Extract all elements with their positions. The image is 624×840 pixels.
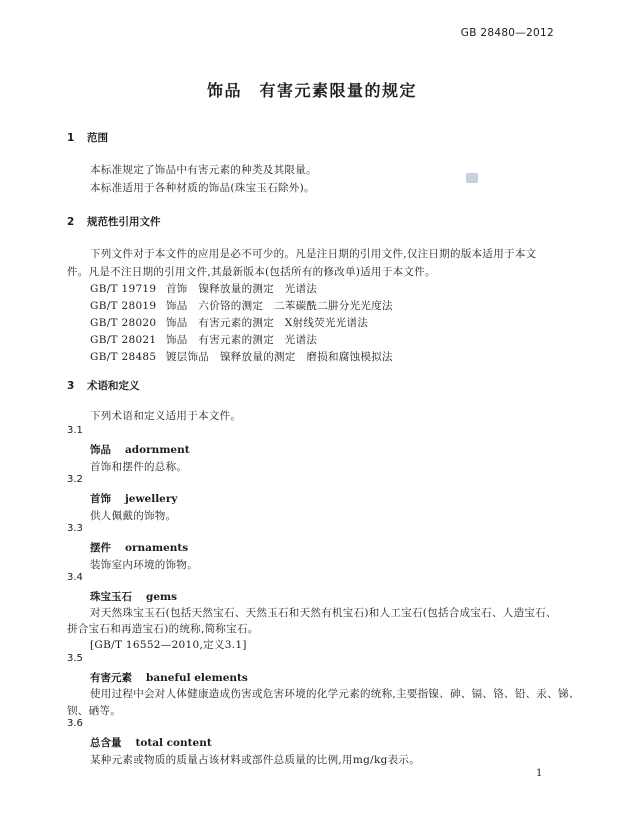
term-number: 3.1 <box>67 425 83 436</box>
term-name-zh: 摆件 <box>90 542 111 554</box>
term-name-zh: 首饰 <box>90 493 111 505</box>
standard-number: GB 28480—2012 <box>460 27 554 39</box>
page-title: 饰品 有害元素限量的规定 <box>206 81 417 100</box>
reference-item <box>90 298 393 313</box>
term-number: 3.6 <box>67 718 83 729</box>
reference-title: 饰品 有害元素的测定 光谱法 <box>166 334 318 346</box>
reference-code: GB/T 19719 <box>90 283 157 295</box>
reference-code: GB/T 28485 <box>90 351 157 363</box>
term-number: 3.5 <box>67 653 83 664</box>
reference-item <box>90 332 317 347</box>
term-name-en: adornment <box>125 444 190 456</box>
term-definition: 对天然珠宝玉石(包括天然宝石、天然玉石和天然有机宝石)和人工宝石(包括合成宝石、人造宝石、 <box>90 607 557 619</box>
term-name-zh: 饰品 <box>90 444 111 456</box>
paragraph: 下列术语和定义适用于本文件。 <box>90 410 242 422</box>
section-title: 术语和定义 <box>87 380 140 392</box>
reference-item <box>90 315 368 330</box>
term-heading <box>90 442 190 457</box>
page-number: 1 <box>536 768 543 779</box>
reference-item <box>90 281 317 296</box>
term-heading <box>90 589 177 604</box>
paragraph: 件。凡是不注日期的引用文件,其最新版本(包括所有的修改单)适用于本文件。 <box>67 266 436 278</box>
section-number: 1 <box>67 132 75 144</box>
section-number: 3 <box>67 380 75 392</box>
term-number: 3.2 <box>67 474 83 485</box>
reference-title: 饰品 有害元素的测定 X射线荧光光谱法 <box>166 317 369 329</box>
term-heading <box>90 540 188 555</box>
term-heading <box>90 670 248 685</box>
term-name-en: ornaments <box>125 542 189 554</box>
paragraph: 本标准适用于各种材质的饰品(珠宝玉石除外)。 <box>90 182 315 194</box>
paragraph: 本标准规定了饰品中有害元素的种类及其限量。 <box>90 164 317 176</box>
section-heading-normative-references <box>67 214 161 229</box>
term-definition: 使用过程中会对人体健康造成伤害或危害环境的化学元素的统称,主要指镍、砷、镉、铬、铅、汞、锑、 <box>90 688 580 700</box>
term-definition: 装饰室内环境的饰物。 <box>90 559 198 571</box>
term-number: 3.3 <box>67 523 83 534</box>
term-definition: 拼合宝石和再造宝石)的统称,简称宝石。 <box>67 623 259 635</box>
reference-code: GB/T 28019 <box>90 300 157 312</box>
section-title: 范围 <box>87 132 108 144</box>
term-name-en: total content <box>135 737 212 749</box>
reference-title: 首饰 镍释放量的测定 光谱法 <box>166 283 318 295</box>
reference-code: GB/T 28020 <box>90 317 157 329</box>
reference-title: 镀层饰品 镍释放量的测定 磨损和腐蚀模拟法 <box>166 351 393 363</box>
term-definition: 首饰和摆件的总称。 <box>90 461 188 473</box>
term-name-en: baneful elements <box>146 672 248 684</box>
term-name-zh: 有害元素 <box>90 672 132 684</box>
term-heading <box>90 735 212 750</box>
term-definition: 供人佩戴的饰物。 <box>90 510 177 522</box>
reference-code: GB/T 28021 <box>90 334 157 346</box>
reference-item <box>90 349 393 364</box>
term-name-en: jewellery <box>125 493 178 505</box>
term-source: [GB/T 16552—2010,定义3.1] <box>90 639 247 651</box>
term-heading <box>90 491 178 506</box>
term-name-zh: 珠宝玉石 <box>90 591 132 603</box>
stamp-mark <box>466 173 478 183</box>
section-heading-terms-definitions <box>67 378 140 393</box>
section-number: 2 <box>67 216 75 228</box>
term-name-en: gems <box>146 591 178 603</box>
term-definition: 钡、硒等。 <box>67 705 121 717</box>
section-heading-scope <box>67 130 108 145</box>
term-definition: 某种元素或物质的质量占该材料或部件总质量的比例,用mg/kg表示。 <box>90 754 421 766</box>
term-number: 3.4 <box>67 572 83 583</box>
section-title: 规范性引用文件 <box>87 216 161 228</box>
reference-title: 饰品 六价铬的测定 二苯碳酰二肼分光光度法 <box>166 300 393 312</box>
paragraph: 下列文件对于本文件的应用是必不可少的。凡是注日期的引用文件,仅注日期的版本适用于本文 <box>90 248 537 260</box>
term-name-zh: 总含量 <box>90 737 122 749</box>
